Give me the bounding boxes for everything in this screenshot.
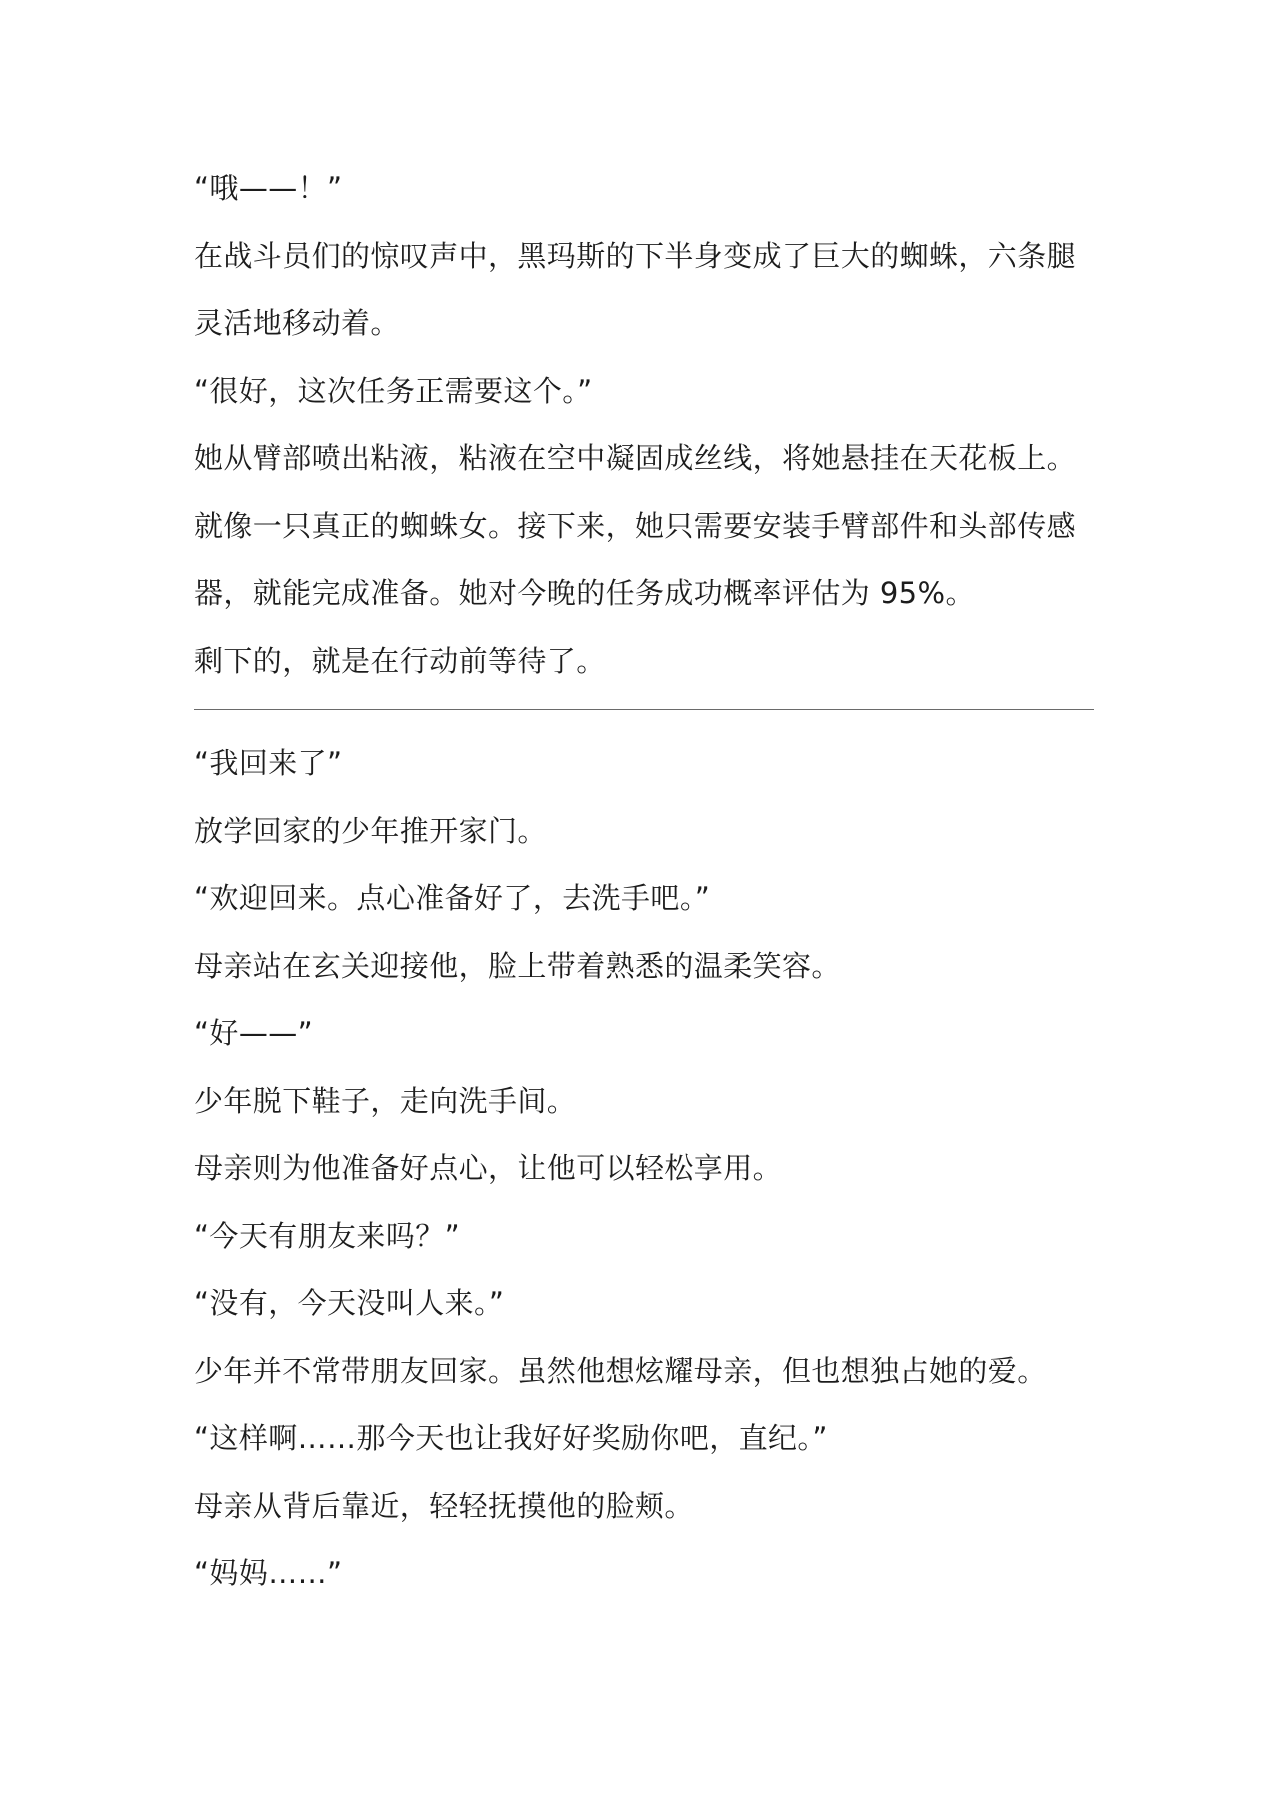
paragraph: “欢迎回来。点心准备好了，去洗手吧。” xyxy=(194,881,711,915)
section-two xyxy=(194,730,1094,1608)
paragraph: “哦——！” xyxy=(194,171,343,205)
paragraph: 母亲站在玄关迎接他，脸上带着熟悉的温柔笑容。 xyxy=(194,948,841,983)
paragraph: 她从臂部喷出粘液，粘液在空中凝固成丝线，将她悬挂在天花板上。 xyxy=(194,441,1077,475)
paragraph: 母亲则为他准备好点心，让他可以轻松享用。 xyxy=(194,1151,783,1185)
paragraph: “没有，今天没叫人来。” xyxy=(194,1286,505,1320)
paragraph: 器，就能完成准备。她对今晚的任务成功概率评估为 95%。 xyxy=(194,576,975,610)
document-page xyxy=(194,155,1094,1608)
paragraph: 灵活地移动着。 xyxy=(194,306,400,340)
paragraph: 母亲从背后靠近，轻轻抚摸他的脸颊。 xyxy=(194,1488,694,1523)
section-divider xyxy=(194,709,1094,710)
paragraph: 少年脱下鞋子，走向洗手间。 xyxy=(194,1083,577,1118)
paragraph: “很好，这次任务正需要这个。” xyxy=(194,373,593,408)
paragraph: “这样啊……那今天也让我好好奖励你吧，直纪。” xyxy=(194,1421,828,1455)
paragraph: 在战斗员们的惊叹声中，黑玛斯的下半身变成了巨大的蜘蛛，六条腿 xyxy=(194,238,1077,273)
paragraph: 少年并不常带朋友回家。虽然他想炫耀母亲，但也想独占她的爱。 xyxy=(194,1353,1047,1388)
paragraph: “好——” xyxy=(194,1016,314,1050)
paragraph: 就像一只真正的蜘蛛女。接下来，她只需要安装手臂部件和头部传感 xyxy=(194,508,1077,543)
paragraph: 剩下的，就是在行动前等待了。 xyxy=(194,643,606,678)
section-one xyxy=(194,155,1094,695)
paragraph: “妈妈……” xyxy=(194,1556,343,1590)
paragraph: 放学回家的少年推开家门。 xyxy=(194,813,547,848)
paragraph: “今天有朋友来吗？” xyxy=(194,1218,461,1253)
paragraph: “我回来了” xyxy=(194,746,343,780)
